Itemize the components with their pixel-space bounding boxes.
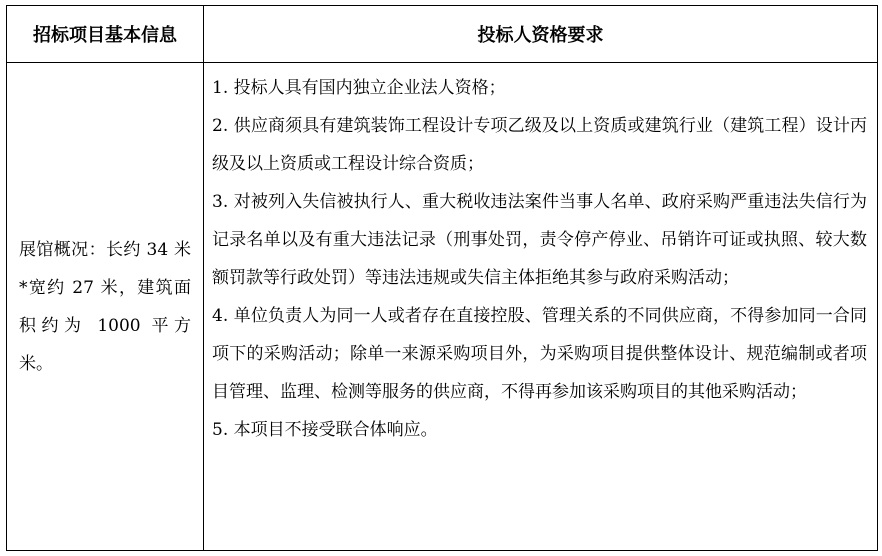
header-bidder-requirements: 投标人资格要求 [204,6,878,63]
requirement-item: 1. 投标人具有国内独立企业法人资格； [212,78,506,98]
requirement-item: 3. 对被列入失信被执行人、重大税收违法案件当事人名单、政府采购严重违法失信行为记录名单以及有重大违法记录（刑事处罚，责令停产停业、吊销许可证或执照、较大数额罚款等行政处罚）等违法违规或失信主体拒绝其参与政府采购活动； [212,192,867,288]
project-info-cell: 展馆概况：长约 34 米*宽约 27 米，建筑面积约为 1000 平方米。 [7,63,204,551]
header-project-info: 招标项目基本信息 [7,6,204,63]
requirement-item: 4. 单位负责人为同一人或者存在直接控股、管理关系的不同供应商，不得参加同一合同项下的采购活动；除单一来源采购项目外，为采购项目提供整体设计、规范编制或者项目管理、监理、检测等服务的供应商，不得再参加该采购项目的其他采购活动； [212,306,867,402]
requirements-cell [204,63,878,551]
requirement-item: 5. 本项目不接受联合体响应。 [212,420,438,440]
header-row [7,6,878,63]
table-row [7,63,878,551]
requirement-item: 2. 供应商须具有建筑装饰工程设计专项乙级及以上资质或建筑行业（建筑工程）设计丙级及以上资质或工程设计综合资质； [212,116,867,174]
requirements-table [6,5,878,551]
